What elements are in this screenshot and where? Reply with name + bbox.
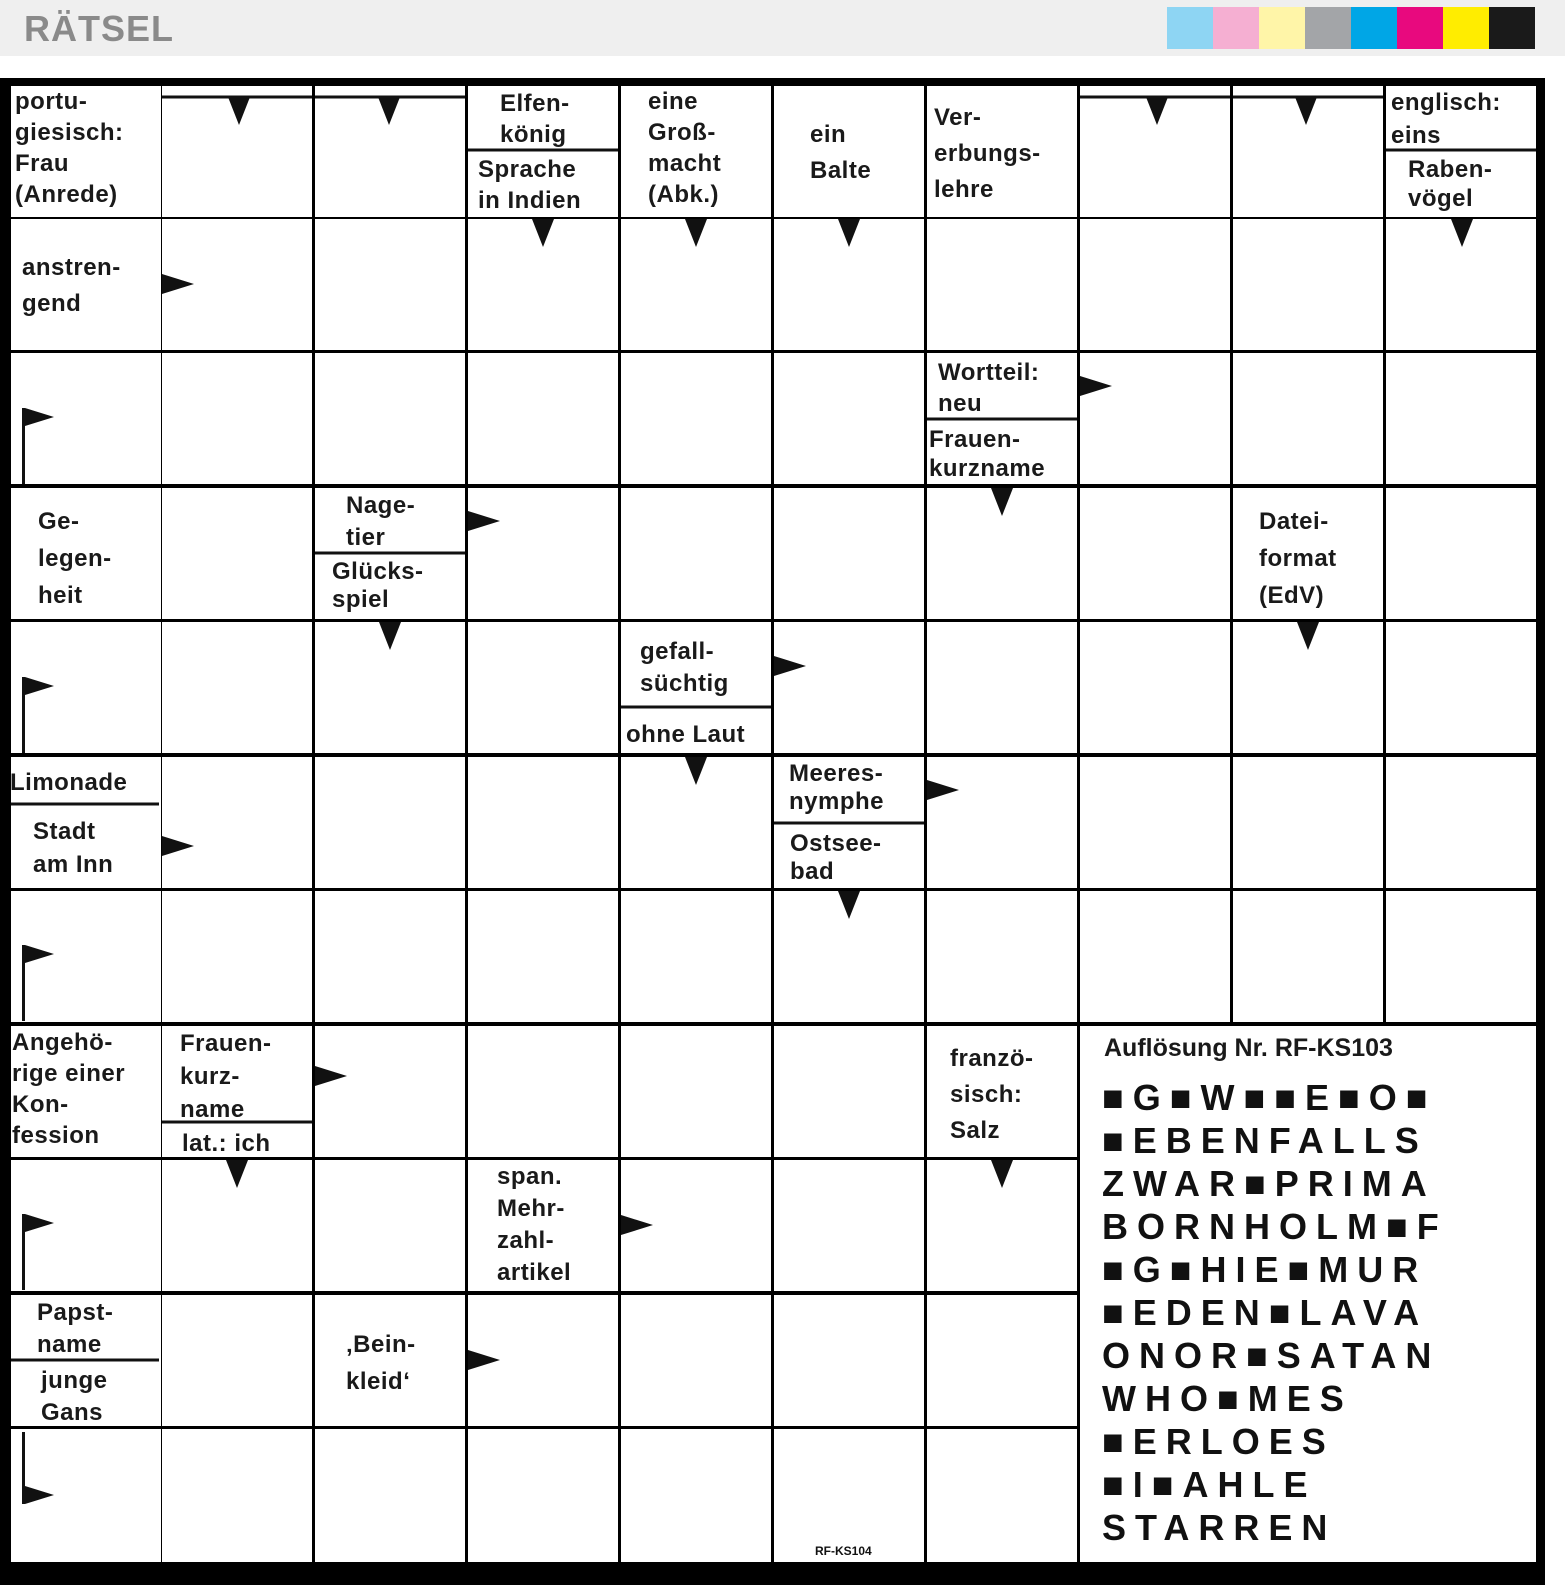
clue-gefallsuechtig: gefall- süchtig: [640, 638, 729, 697]
clue-lat-ich: lat.: ich: [182, 1130, 271, 1157]
grid-cell-r10-c6[interactable]: [927, 1429, 1077, 1562]
clue-beinkleid: ‚Bein- kleid‘: [346, 1331, 416, 1395]
solution-row-2: ■EBENFALLS: [1102, 1120, 1428, 1161]
grid-cell-r8-c2[interactable]: [315, 1160, 465, 1291]
grid-cell-r8-c5[interactable]: [774, 1160, 924, 1291]
grid-cell-r4-c9[interactable]: [1386, 622, 1536, 753]
grid-cell-r9-c4[interactable]: [621, 1295, 771, 1426]
grid-cell-r5-c9[interactable]: [1386, 757, 1536, 888]
grid-cell-r10-c1[interactable]: [162, 1429, 312, 1562]
grid-cell-r1-c6[interactable]: [927, 219, 1077, 350]
grid-cell-r5-c1[interactable]: [162, 757, 312, 888]
puzzle-code: RF-KS104: [815, 1544, 872, 1558]
grid-cell-r6-c3[interactable]: [468, 891, 618, 1022]
clue-vererbungslehre: Ver- erbungs- lehre: [934, 104, 1041, 203]
grid-cell-r9-c6[interactable]: [927, 1295, 1077, 1426]
solution-row-1: ■G■W■■E■O■: [1102, 1077, 1437, 1118]
clue-nagetier: Nage- tier: [346, 492, 416, 551]
grid-cell-r2-c2[interactable]: [315, 353, 465, 484]
grid-cell-r7-c4[interactable]: [621, 1026, 771, 1157]
clue-meeresnymphe: Meeres- nymphe: [789, 760, 885, 815]
grid-cell-r3-c5[interactable]: [774, 488, 924, 619]
clue-papstname: Papst- name: [37, 1299, 114, 1358]
grid-cell-r10-c3[interactable]: [468, 1429, 618, 1562]
solution-row-10: ■I■AHLE: [1102, 1464, 1317, 1505]
flag-pole-icon-0: [22, 408, 25, 484]
solution-row-4: BORNHOLM■F: [1102, 1206, 1448, 1247]
clue-gelegenheit: Ge- legen- heit: [38, 508, 112, 609]
grid-cell-r7-c2[interactable]: [315, 1026, 465, 1157]
solution-row-5: ■G■HIE■MUR: [1102, 1249, 1428, 1290]
flag-pole-icon-1: [22, 677, 25, 753]
grid-cell-r6-c7[interactable]: [1080, 891, 1230, 1022]
grid-cell-r3-c9[interactable]: [1386, 488, 1536, 619]
clue-stadt-am-inn: Stadt am Inn: [33, 818, 114, 878]
grid-cell-r6-c6[interactable]: [927, 891, 1077, 1022]
grid-cell-r6-c9[interactable]: [1386, 891, 1536, 1022]
clue-gluecksspiel: Glücks- spiel: [332, 558, 424, 613]
grid-cell-r2-c7[interactable]: [1080, 353, 1230, 484]
grid-cell-r7-c5[interactable]: [774, 1026, 924, 1157]
grid-cell-r2-c5[interactable]: [774, 353, 924, 484]
clue-rabenvoegel: Raben- vögel: [1408, 156, 1493, 212]
grid-cell-r3-c3[interactable]: [468, 488, 618, 619]
grid-cell-r4-c1[interactable]: [162, 622, 312, 753]
grid-cell-r2-c1[interactable]: [162, 353, 312, 484]
flag-pole-icon-2: [22, 945, 25, 1021]
clue-angehoerige-konfession: Angehö- rige einer Kon- fession: [12, 1029, 126, 1149]
clue-portugiesisch-frau: portu- giesisch: Frau (Anrede): [15, 88, 124, 208]
clue-dateiformat: Datei- format (EdV): [1259, 508, 1337, 609]
grid-cell-r5-c2[interactable]: [315, 757, 465, 888]
page-title: RÄTSEL: [24, 8, 174, 49]
grid-cell-r3-c4[interactable]: [621, 488, 771, 619]
grid-cell-r5-c6[interactable]: [927, 757, 1077, 888]
grid-cell-r10-c4[interactable]: [621, 1429, 771, 1562]
clue-span-mehrzahlartikel: span. Mehr- zahl- artikel: [497, 1163, 572, 1286]
grid-cell-r9-c5[interactable]: [774, 1295, 924, 1426]
solution-row-9: ■ERLOES: [1102, 1421, 1335, 1462]
grid-cell-r5-c8[interactable]: [1233, 757, 1383, 888]
grid-cell-r2-c9[interactable]: [1386, 353, 1536, 484]
clue-frauenkurzname: Frauen- kurzname: [929, 426, 1046, 482]
grid-cell-r3-c7[interactable]: [1080, 488, 1230, 619]
grid-cell-r9-c1[interactable]: [162, 1295, 312, 1426]
clue-ohne-laut: ohne Laut: [626, 721, 746, 748]
grid-cell-r4-c7[interactable]: [1080, 622, 1230, 753]
grid-cell-r7-c3[interactable]: [468, 1026, 618, 1157]
clue-ostseebad: Ostsee- bad: [790, 830, 882, 885]
clue-franzoesisch-salz: franzö- sisch: Salz: [950, 1045, 1034, 1144]
grid-cell-r6-c1[interactable]: [162, 891, 312, 1022]
clue-sprache-in-indien: Sprache in Indien: [478, 156, 582, 214]
grid-cell-r4-c3[interactable]: [468, 622, 618, 753]
clue-ein-balte: ein Balte: [810, 121, 872, 184]
solution-row-8: WHO■MES: [1102, 1378, 1353, 1419]
grid-cell-r5-c7[interactable]: [1080, 757, 1230, 888]
grid-cell-r6-c4[interactable]: [621, 891, 771, 1022]
clue-grossmacht: eine Groß- macht (Abk.): [648, 88, 722, 208]
grid-cell-r2-c4[interactable]: [621, 353, 771, 484]
clue-englisch-eins: englisch: eins: [1391, 89, 1501, 149]
clue-limonade: Limonade: [10, 769, 128, 796]
grid-cell-r1-c8[interactable]: [1233, 219, 1383, 350]
clue-frauenkurzname-2: Frauen- kurz- name: [180, 1030, 272, 1123]
clue-elfenkoenig: Elfen- könig: [500, 90, 570, 148]
grid-cell-r1-c2[interactable]: [315, 219, 465, 350]
grid-cell-r2-c3[interactable]: [468, 353, 618, 484]
solution-title: Auflösung Nr. RF-KS103: [1104, 1034, 1393, 1062]
grid-cell-r6-c2[interactable]: [315, 891, 465, 1022]
grid-cell-r5-c3[interactable]: [468, 757, 618, 888]
grid-cell-r10-c5[interactable]: [774, 1429, 924, 1562]
grid-cell-r4-c6[interactable]: [927, 622, 1077, 753]
solution-row-11: STARREN: [1102, 1507, 1337, 1548]
clue-junge-gans: junge Gans: [41, 1367, 108, 1426]
clue-anstrengend: anstren- gend: [22, 254, 121, 317]
grid-cell-r2-c8[interactable]: [1233, 353, 1383, 484]
grid-cell-r10-c2[interactable]: [315, 1429, 465, 1562]
solution-row-7: ONOR■SATAN: [1102, 1335, 1441, 1376]
solution-row-6: ■EDEN■LAVA: [1102, 1292, 1429, 1333]
grid-cell-r6-c8[interactable]: [1233, 891, 1383, 1022]
grid-cell-r1-c7[interactable]: [1080, 219, 1230, 350]
solution-row-3: ZWAR■PRIMA: [1102, 1163, 1436, 1204]
grid-cell-r3-c1[interactable]: [162, 488, 312, 619]
flag-pole-icon-3: [22, 1214, 25, 1290]
clue-wortteil-neu: Wortteil: neu: [938, 359, 1040, 417]
grid-cell-r4-c5[interactable]: [774, 622, 924, 753]
